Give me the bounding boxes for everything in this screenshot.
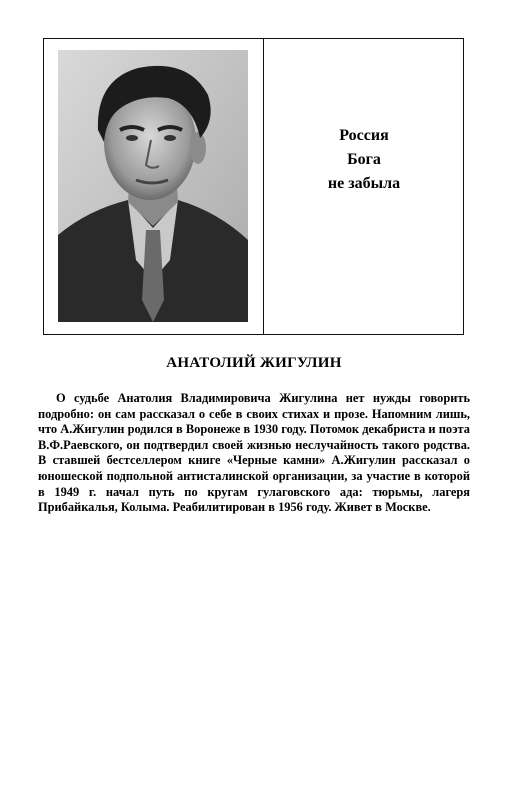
book-title-line-1: Россия (339, 127, 389, 144)
author-name-heading: АНАТОЛИЙ ЖИГУЛИН (166, 355, 342, 371)
frame-divider (263, 38, 264, 335)
book-title (265, 124, 463, 196)
book-title-line-2: Бога (347, 151, 381, 168)
book-title-line-3: не забыла (327, 175, 401, 192)
author-biography-paragraph: О судьбе Анатолия Владимировича Жигулина нет нужды говорить подробно: он сам рассказал о себе в своих стихах и прозе. Напомним лишь, что А.Жигулин родился в Воронеже в 1930 году. Потомок декабриста и поэта В.Ф.Раевского, он подтвердил своей жизнью неслучайность такого родства. В ставшей бестселлером книге «Черные камни» А.Жигулин рассказал о юношеской подпольной антисталинской организации, за участие в которой в 1949 г. начал путь по кругам гулаговского ада: тюрьмы, лагеря Прибайкалья, Колыма. Реабилитирован в 1956 году. Живет в Москве. (38, 391, 470, 515)
author-portrait-photo (58, 50, 248, 322)
